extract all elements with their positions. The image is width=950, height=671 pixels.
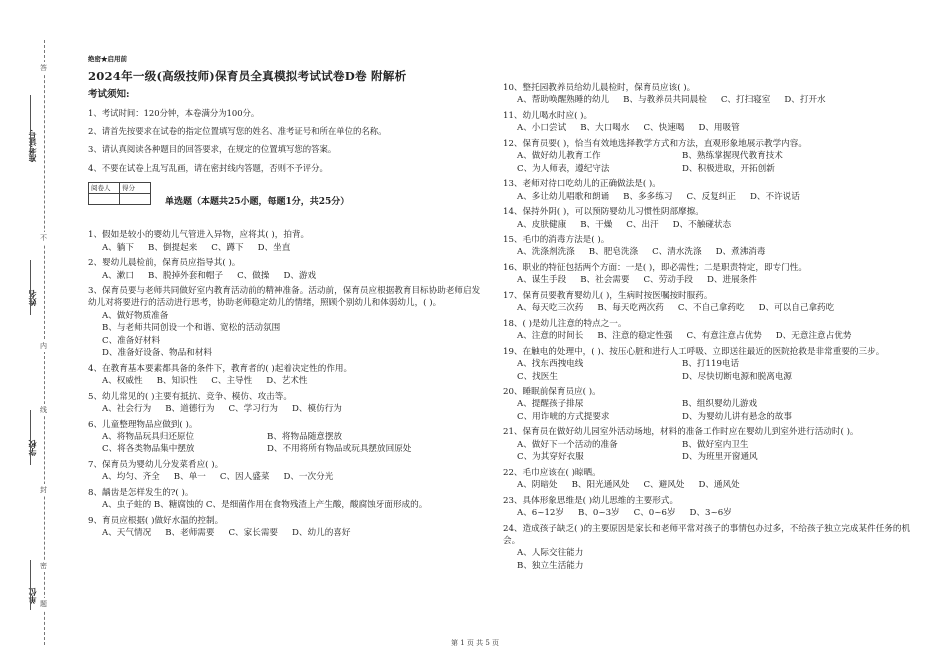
answer-option[interactable]: C、因人盛菜 bbox=[219, 472, 270, 483]
left-column bbox=[88, 54, 488, 543]
answer-option[interactable]: D、坐直 bbox=[257, 242, 291, 253]
question-text: 6、儿童整理物品应做到( )。 bbox=[88, 419, 198, 430]
answer-option[interactable]: B、知识性 bbox=[156, 376, 198, 387]
option-list bbox=[503, 150, 913, 175]
answer-option[interactable]: B、单一 bbox=[173, 472, 206, 483]
question-item bbox=[503, 426, 913, 463]
question-text: 13、老师对待口吃幼儿的正确做法是( )。 bbox=[503, 179, 661, 190]
question-text: 7、保育员为婴幼儿分发菜肴应( )。 bbox=[88, 459, 224, 470]
answer-option[interactable]: C、避风处 bbox=[643, 480, 685, 491]
answer-option[interactable]: C、为其穿好衣服 bbox=[517, 452, 584, 463]
question-item bbox=[503, 290, 913, 315]
margin-field-exam-number: 准考证号 bbox=[27, 130, 37, 162]
answer-option[interactable]: B、熟练掌握现代教育技术 bbox=[682, 151, 783, 162]
answer-option[interactable]: D、幼儿的喜好 bbox=[292, 528, 351, 539]
answer-option[interactable]: A、多让幼儿唱歌和朗诵 bbox=[517, 191, 610, 202]
margin-field-unit: 单位 bbox=[27, 588, 37, 604]
option-list bbox=[503, 191, 913, 203]
answer-option[interactable]: C、主导性 bbox=[211, 376, 253, 387]
question-text: 18、( )是幼儿注意的特点之一。 bbox=[503, 318, 627, 329]
margin-char: 不 bbox=[40, 234, 47, 242]
answer-option[interactable]: B、脱掉外套和帽子 bbox=[148, 270, 224, 281]
answer-option[interactable]: B、将物品随意摆放 bbox=[267, 432, 343, 443]
answer-option[interactable]: A、躺下 bbox=[102, 242, 134, 253]
question-item bbox=[503, 386, 913, 423]
answer-option[interactable]: C、准备好材料 bbox=[102, 335, 161, 346]
answer-option[interactable]: C、家长需要 bbox=[228, 528, 279, 539]
score-row bbox=[88, 182, 488, 208]
answer-option[interactable]: B、肥皂洗涤 bbox=[588, 247, 639, 258]
answer-option[interactable]: C、为人师表，遵纪守法 bbox=[517, 163, 610, 174]
margin-char: 题 bbox=[40, 600, 47, 608]
question-text: 21、保育员在做好幼儿园室外活动场地，材料的准备工作时应在婴幼儿到室外进行活动时( )。 bbox=[503, 427, 859, 438]
question-text: 15、毛巾的消毒方法是( )。 bbox=[503, 234, 610, 245]
binding-margin bbox=[0, 0, 60, 671]
answer-option[interactable]: D、可以自己拿药吃 bbox=[758, 303, 835, 314]
answer-option[interactable]: A、每天吃三次药 bbox=[517, 303, 584, 314]
notice-item: 1、考试时间：120分钟，本卷满分为100分。 bbox=[88, 107, 260, 118]
margin-field-school: 学校 bbox=[27, 440, 37, 456]
question-item bbox=[88, 459, 488, 484]
question-text: 5、幼儿常见的( )主要有抵抗、竞争、模仿、攻击等。 bbox=[88, 391, 292, 402]
question-item bbox=[503, 178, 913, 203]
question-item bbox=[503, 318, 913, 343]
margin-blank-line bbox=[30, 560, 31, 610]
margin-char: 答 bbox=[40, 64, 47, 72]
question-text: 12、保育员要( )，恰当有效地选择教学方式和方法，直观形象地展示教学内容。 bbox=[503, 138, 807, 149]
answer-option[interactable]: B、大口喝水 bbox=[580, 123, 630, 134]
notice-heading: 考试须知: bbox=[88, 89, 130, 101]
answer-option[interactable]: A、漱口 bbox=[102, 270, 134, 281]
answer-option[interactable]: A、做好下一个活动的准备 bbox=[517, 439, 618, 450]
answer-option[interactable]: A、注意的时间长 bbox=[517, 331, 584, 342]
option-list bbox=[503, 274, 913, 286]
answer-option[interactable]: C、快速喝 bbox=[643, 123, 685, 134]
answer-option[interactable]: B、每天吃两次药 bbox=[597, 303, 664, 314]
answer-option[interactable]: D、尽快切断电源和脱离电源 bbox=[682, 371, 793, 382]
option-list bbox=[503, 507, 913, 519]
question-text: 11、幼儿喝水时应( )。 bbox=[503, 110, 593, 121]
answer-option[interactable]: C、蹲下 bbox=[211, 242, 244, 253]
answer-option[interactable]: B、多多练习 bbox=[623, 191, 673, 202]
page-footer: 第 1 页 共 5 页 bbox=[450, 639, 500, 647]
question-item bbox=[503, 82, 913, 107]
option-list bbox=[88, 499, 488, 511]
question-item bbox=[503, 138, 913, 175]
option-list bbox=[88, 375, 488, 387]
answer-option[interactable]: A、将物品玩具归还原位 bbox=[102, 432, 195, 443]
answer-option[interactable]: D、进展条件 bbox=[707, 275, 757, 286]
answer-option[interactable]: A、做好幼儿教育工作 bbox=[517, 151, 601, 162]
question-list-right bbox=[503, 82, 913, 572]
margin-blank-line bbox=[30, 260, 31, 315]
answer-option[interactable]: A、社会行为 bbox=[102, 404, 152, 415]
answer-option[interactable]: A、6~12岁 bbox=[517, 508, 564, 519]
answer-option[interactable]: C、劳动手段 bbox=[643, 275, 694, 286]
option-list bbox=[88, 242, 488, 254]
answer-option[interactable]: D、不用将所有物品或玩具摆放回原处 bbox=[267, 444, 412, 455]
answer-option[interactable]: C、将各类物品集中摆放 bbox=[102, 444, 195, 455]
margin-char: 内 bbox=[40, 342, 47, 350]
answer-option[interactable]: D、通风处 bbox=[698, 480, 740, 491]
answer-option[interactable]: A、皮肤健康 bbox=[517, 219, 567, 230]
question-text: 2、婴幼儿晨检前，保育员应指导其( )。 bbox=[88, 258, 241, 269]
question-item bbox=[88, 515, 488, 540]
answer-option[interactable]: B、做好室内卫生 bbox=[682, 439, 749, 450]
question-item bbox=[503, 346, 913, 383]
answer-option[interactable]: D、准备好设备、物品和材料 bbox=[102, 348, 213, 359]
answer-option[interactable]: B、与老师共同创设一个和谐、宽松的活动氛围 bbox=[102, 323, 281, 334]
question-text: 22、毛巾应该在( )晾晒。 bbox=[503, 467, 601, 478]
answer-option[interactable]: A、权威性 bbox=[102, 376, 143, 387]
answer-option[interactable]: D、为婴幼儿讲有悬念的故事 bbox=[682, 411, 793, 422]
answer-option[interactable]: A、小口尝试 bbox=[517, 123, 567, 134]
margin-field-name: 姓名 bbox=[27, 290, 37, 306]
question-text: 23、具体形象思维是( )幼儿思维的主要形式。 bbox=[503, 495, 679, 506]
question-item bbox=[88, 363, 488, 388]
question-text: 10、整托园教养员给幼儿晨检时，保育员应该( )。 bbox=[503, 83, 696, 93]
option-list bbox=[88, 310, 488, 360]
margin-char: 封 bbox=[40, 486, 47, 494]
question-text: 16、职业的特征包括两个方面：一是( )，即必需性；二是职责特定，即专门性。 bbox=[503, 262, 807, 273]
answer-option[interactable]: C、用诈唬的方式提要求 bbox=[517, 411, 610, 422]
question-item bbox=[503, 206, 913, 231]
score-table-score-label: 得分 bbox=[120, 183, 151, 194]
answer-option[interactable]: A、谋生手段 bbox=[517, 275, 567, 286]
answer-option[interactable]: B、打119电话 bbox=[682, 359, 740, 370]
answer-option[interactable]: D、不许说话 bbox=[750, 191, 800, 202]
answer-option[interactable]: A、虫子蛀的 B、糖腐蚀的 C、是细菌作用在食物残渣上产生酸，酸腐蚀牙面形成的。 bbox=[102, 500, 428, 511]
question-text: 8、龋齿是怎样发生的?( )。 bbox=[88, 487, 194, 498]
question-text: 20、睡眠前保育员应( )。 bbox=[503, 386, 601, 397]
answer-option[interactable]: B、阳光通风处 bbox=[571, 480, 630, 491]
answer-option[interactable]: B、倒提起来 bbox=[148, 242, 198, 253]
answer-option[interactable]: C、0~6岁 bbox=[633, 508, 676, 519]
question-text: 24、造成孩子缺乏( )的主要原因是家长和老师平常对孩子的事情包办过多，不给孩子独立完成某件任务的机会。 bbox=[503, 523, 911, 546]
answer-option[interactable]: C、出汗 bbox=[626, 219, 659, 230]
margin-blank-line bbox=[30, 95, 31, 155]
answer-option[interactable]: C、学习行为 bbox=[228, 404, 279, 415]
option-list bbox=[503, 94, 913, 106]
option-list bbox=[503, 547, 913, 572]
answer-option[interactable]: A、提醒孩子排尿 bbox=[517, 399, 584, 410]
answer-option[interactable]: D、模仿行为 bbox=[292, 404, 342, 415]
score-table-grader-cell[interactable] bbox=[89, 194, 120, 205]
answer-option[interactable]: C、清水洗涤 bbox=[652, 247, 702, 258]
notice-item: 3、请认真阅读各种题目的回答要求，在规定的位置填写您的答案。 bbox=[88, 144, 337, 155]
option-list bbox=[88, 403, 488, 415]
answer-option[interactable]: D、不触碰状态 bbox=[672, 219, 732, 230]
option-list bbox=[88, 527, 488, 539]
option-list bbox=[503, 302, 913, 314]
question-item bbox=[88, 391, 488, 416]
question-text: 3、保育员要与老师共同做好室内教育活动前的精神准备。活动前，保育员应根据教育目标协助老师启发幼儿对将要进行的活动进行思考，协助老师稳定幼儿的情绪，照顾个别幼儿和体弱幼儿，( )。 bbox=[88, 286, 481, 309]
answer-option[interactable]: B、社会需要 bbox=[580, 275, 630, 286]
option-list bbox=[88, 270, 488, 282]
notice-item: 4、不要在试卷上乱写乱画，请在密封线内答题，否则不予评分。 bbox=[88, 162, 328, 173]
question-text: 14、保持外阴( )，可以预防婴幼儿习惯性阴部摩擦。 bbox=[503, 207, 704, 218]
question-list-left bbox=[88, 229, 488, 539]
secret-label: 绝密★启用前 bbox=[88, 55, 127, 63]
answer-option[interactable]: B、道德行为 bbox=[165, 404, 215, 415]
option-list bbox=[503, 479, 913, 491]
answer-option[interactable]: B、0~3岁 bbox=[578, 508, 620, 519]
question-text: 4、在教育基本要素都具备的条件下，教育者的( )起着决定性的作用。 bbox=[88, 363, 353, 374]
answer-option[interactable]: A、帮助唤醒熟睡的幼儿 bbox=[517, 95, 610, 106]
question-text: 19、在触电的处理中，( )、按压心脏和进行人工呼吸、立即送往最近的医院抢救是非常重要的三步。 bbox=[503, 346, 885, 357]
section-heading: 单选题（本题共25小题，每题1分，共25分） bbox=[165, 197, 350, 208]
score-table-score-cell[interactable] bbox=[120, 194, 151, 205]
option-list bbox=[88, 431, 488, 456]
margin-char: 线 bbox=[40, 406, 47, 414]
question-text: 17、保育员要教育婴幼儿( )，生病时按医嘱按时服药。 bbox=[503, 290, 713, 301]
answer-option[interactable]: C、不自己拿药吃 bbox=[677, 303, 745, 314]
answer-option[interactable]: D、游戏 bbox=[283, 270, 317, 281]
answer-option[interactable]: D、为班里开窗通风 bbox=[682, 452, 758, 463]
answer-option[interactable]: C、有意注意占优势 bbox=[686, 331, 762, 342]
score-table bbox=[88, 182, 151, 205]
margin-blank-line bbox=[30, 410, 31, 465]
question-text: 9、育员应根据( )做好水温的控制。 bbox=[88, 515, 224, 526]
answer-option[interactable]: B、干燥 bbox=[580, 219, 613, 230]
answer-option[interactable]: A、均匀、齐全 bbox=[102, 472, 160, 483]
answer-option[interactable]: A、人际交往能力 bbox=[517, 548, 584, 559]
option-list bbox=[503, 122, 913, 134]
question-item bbox=[503, 495, 913, 520]
answer-option[interactable]: A、天气情况 bbox=[102, 528, 152, 539]
question-item bbox=[88, 229, 488, 254]
answer-option[interactable]: C、打扫寝室 bbox=[720, 95, 771, 106]
answer-option[interactable]: D、打开水 bbox=[784, 95, 826, 106]
option-list bbox=[88, 471, 488, 483]
answer-option[interactable]: D、3~6岁 bbox=[689, 508, 732, 519]
answer-option[interactable]: B、独立生活能力 bbox=[517, 560, 584, 571]
answer-option[interactable]: B、注意的稳定性强 bbox=[597, 331, 673, 342]
option-list bbox=[503, 398, 913, 423]
answer-option[interactable]: A、找东西拽电线 bbox=[517, 359, 584, 370]
option-list bbox=[503, 246, 913, 258]
right-column bbox=[503, 82, 913, 575]
answer-option[interactable]: D、艺术性 bbox=[266, 376, 308, 387]
question-item bbox=[503, 234, 913, 259]
answer-option[interactable]: C、反复纠正 bbox=[686, 191, 736, 202]
answer-option[interactable]: A、做好物质准备 bbox=[102, 310, 169, 321]
option-list bbox=[503, 219, 913, 231]
score-table-grader-label: 阅卷人 bbox=[89, 183, 120, 194]
answer-option[interactable]: D、积极进取，开拓创新 bbox=[682, 163, 775, 174]
margin-char: 密 bbox=[40, 562, 47, 570]
answer-option[interactable]: C、找医生 bbox=[517, 371, 558, 382]
answer-option[interactable]: B、组织婴幼儿游戏 bbox=[682, 399, 758, 410]
exam-title: 2024年一级(高级技师)保育员全真模拟考试试卷D卷 附解析 bbox=[88, 68, 407, 83]
question-item bbox=[88, 257, 488, 282]
option-list bbox=[503, 358, 913, 383]
notice-item: 2、请首先按要求在试卷的指定位置填写您的姓名、准考证号和所在单位的名称。 bbox=[88, 126, 387, 136]
answer-option[interactable]: D、无意注意占优势 bbox=[775, 331, 852, 342]
question-item bbox=[503, 262, 913, 287]
answer-option[interactable]: D、煮沸消毒 bbox=[715, 247, 766, 258]
option-list bbox=[503, 439, 913, 464]
answer-option[interactable]: B、与教养员共同晨检 bbox=[623, 95, 707, 106]
question-item bbox=[88, 487, 488, 512]
answer-option[interactable]: B、老师需要 bbox=[165, 528, 215, 539]
question-item bbox=[503, 467, 913, 492]
answer-option[interactable]: D、用吸管 bbox=[698, 123, 740, 134]
question-text: 1、假如是较小的婴幼儿气管进入异物，应将其( )，拍背。 bbox=[88, 230, 310, 241]
question-item bbox=[88, 285, 488, 360]
answer-option[interactable]: C、做操 bbox=[237, 270, 270, 281]
question-item bbox=[503, 523, 913, 573]
answer-option[interactable]: A、阴暗处 bbox=[517, 480, 558, 491]
option-list bbox=[503, 330, 913, 342]
answer-option[interactable]: D、一次分光 bbox=[283, 472, 334, 483]
answer-option[interactable]: A、洗涤剂洗涤 bbox=[517, 247, 575, 258]
question-item bbox=[503, 110, 913, 135]
question-item bbox=[88, 419, 488, 456]
